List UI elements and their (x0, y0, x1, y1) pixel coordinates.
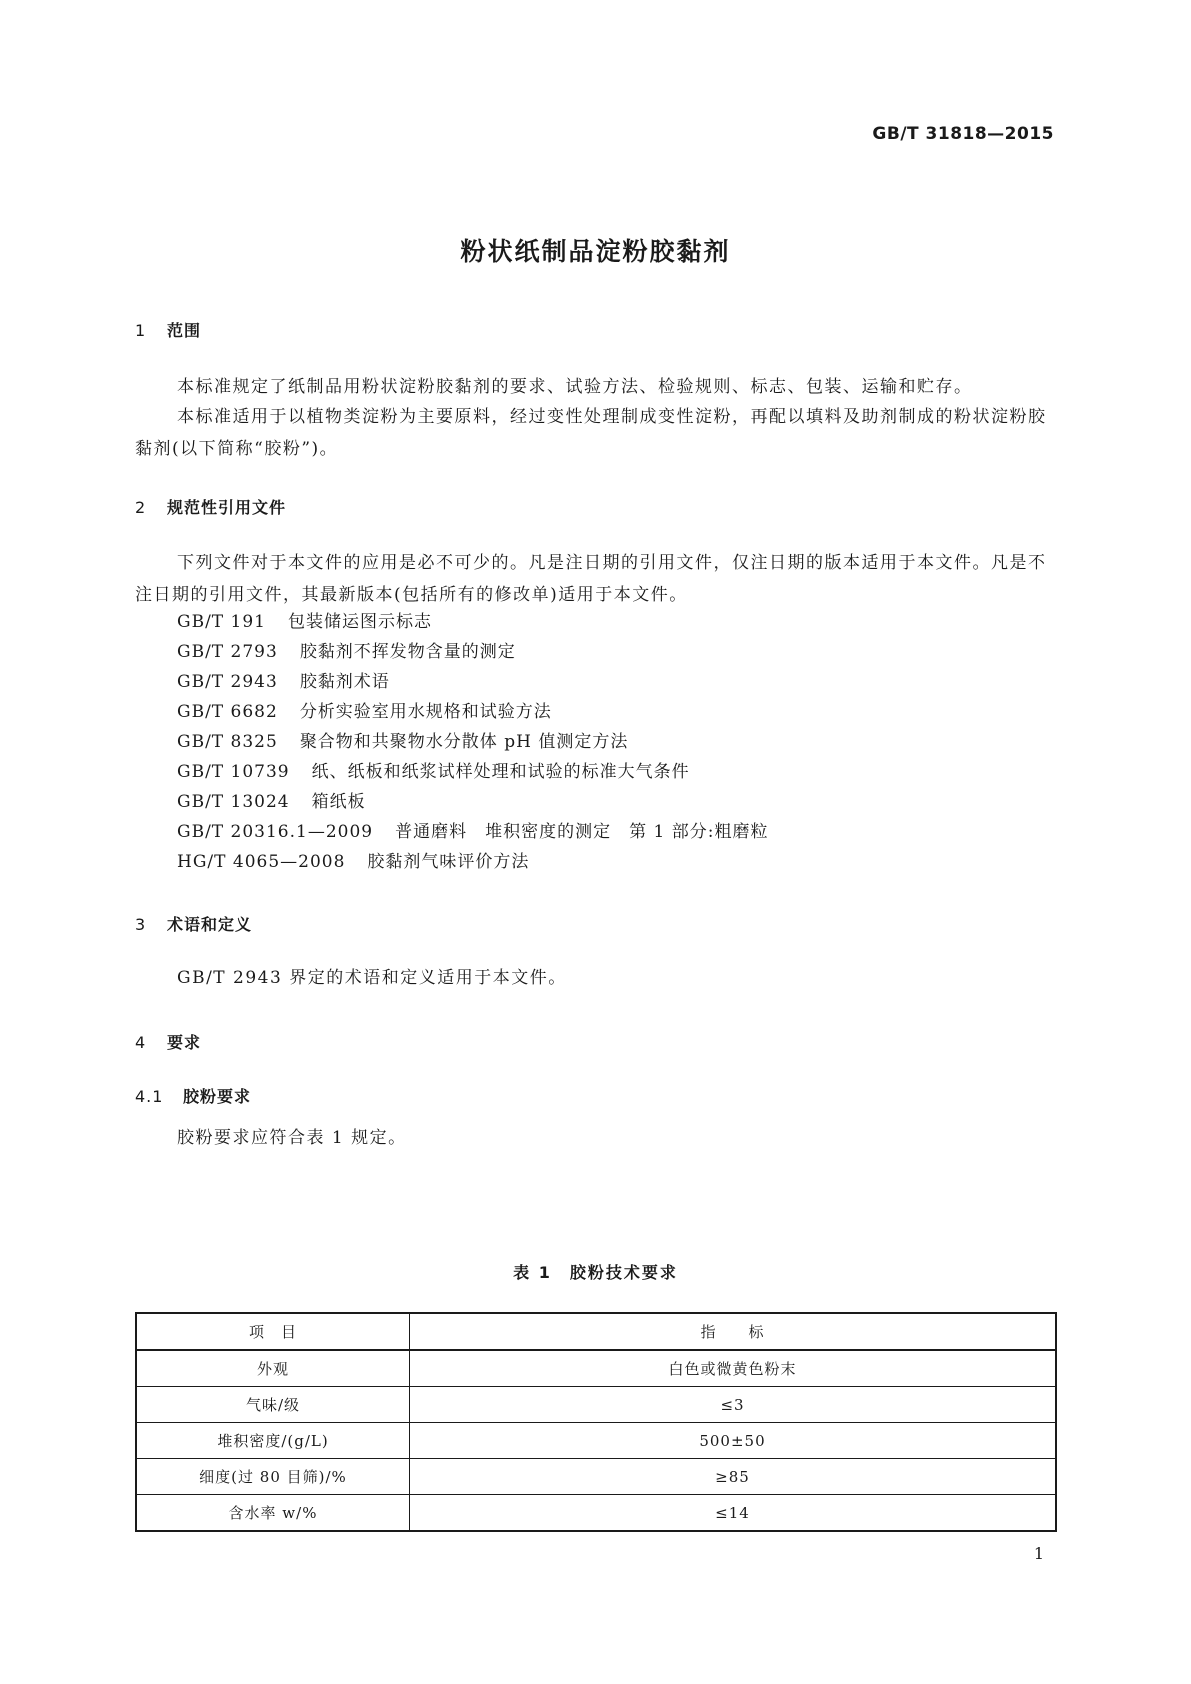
table-cell-item: 堆积密度/(g/L) (136, 1423, 410, 1459)
section-3-number: 3 (135, 915, 147, 934)
table-cell-value: 白色或微黄色粉末 (410, 1350, 1057, 1387)
reference-code: GB/T 10739 (177, 762, 290, 782)
section-4-1-paragraph: 胶粉要求应符合表 1 规定。 (177, 1128, 407, 1148)
reference-code: GB/T 2793 (177, 642, 278, 662)
reference-title: 聚合物和共聚物水分散体 pH 值测定方法 (299, 732, 629, 752)
reference-title: 胶黏剂气味评价方法 (367, 852, 530, 872)
table-cell-item: 细度(过 80 目筛)/% (136, 1459, 410, 1495)
standard-code: GB/T 31818—2015 (872, 124, 1054, 144)
reference-code: GB/T 8325 (177, 732, 278, 752)
reference-title: 胶黏剂不挥发物含量的测定 (299, 642, 516, 662)
section-3-title: 术语和定义 (167, 915, 253, 934)
section-1-number: 1 (135, 321, 147, 340)
reference-item (177, 700, 552, 724)
section-2-heading (135, 495, 286, 518)
section-3-heading (135, 912, 252, 935)
table-cell-item: 外观 (136, 1350, 410, 1387)
reference-item (177, 790, 366, 814)
table-cell-item: 含水率 w/% (136, 1495, 410, 1532)
reference-code: GB/T 6682 (177, 702, 278, 722)
reference-title: 分析实验室用水规格和试验方法 (299, 702, 552, 722)
table-header-row (136, 1313, 1056, 1350)
reference-code: GB/T 191 (177, 612, 266, 632)
section-4-title: 要求 (167, 1033, 202, 1052)
reference-title: 胶黏剂术语 (299, 672, 390, 692)
reference-title: 普通磨料 堆积密度的测定 第 1 部分:粗磨粒 (395, 822, 769, 842)
section-4-heading (135, 1030, 201, 1053)
section-4-1-title: 胶粉要求 (183, 1087, 252, 1106)
section-1-paragraph-2: 本标准适用于以植物类淀粉为主要原料，经过变性处理制成变性淀粉，再配以填料及助剂制成的粉状淀粉胶黏剂(以下简称“胶粉”)。 (135, 407, 1047, 459)
reference-item (177, 760, 690, 784)
section-3-paragraph: GB/T 2943 界定的术语和定义适用于本文件。 (177, 968, 567, 988)
section-2-number: 2 (135, 498, 147, 517)
reference-item (177, 610, 432, 634)
document-title: 粉状纸制品淀粉胶黏剂 (460, 237, 731, 266)
reference-item (177, 670, 390, 694)
reference-item (177, 850, 529, 874)
table-row (136, 1459, 1056, 1495)
column-header-item: 项 目 (136, 1313, 410, 1350)
section-1-paragraph-1: 本标准规定了纸制品用粉状淀粉胶黏剂的要求、试验方法、检验规则、标志、包装、运输和贮存。 (177, 377, 973, 397)
reference-code: GB/T 20316.1—2009 (177, 822, 374, 842)
section-4-number: 4 (135, 1033, 147, 1052)
section-1-title: 范围 (167, 321, 202, 340)
section-2-intro: 下列文件对于本文件的应用是必不可少的。凡是注日期的引用文件，仅注日期的版本适用于本文件。凡是不注日期的引用文件，其最新版本(包括所有的修改单)适用于本文件。 (135, 553, 1047, 605)
table-row (136, 1423, 1056, 1459)
reference-code: HG/T 4065—2008 (177, 852, 346, 872)
spec-table (135, 1312, 1057, 1532)
section-4-1-heading (135, 1084, 251, 1107)
reference-title: 包装储运图示标志 (288, 612, 432, 632)
reference-code: GB/T 13024 (177, 792, 290, 812)
table-cell-item: 气味/级 (136, 1387, 410, 1423)
section-2-title: 规范性引用文件 (167, 498, 287, 517)
table-row (136, 1387, 1056, 1423)
table-cell-value: ≤14 (410, 1495, 1057, 1532)
reference-title: 箱纸板 (311, 792, 366, 812)
table-cell-value: 500±50 (410, 1423, 1057, 1459)
reference-code: GB/T 2943 (177, 672, 278, 692)
section-1-heading (135, 318, 201, 341)
section-4-1-number: 4.1 (135, 1087, 164, 1106)
page-number: 1 (1033, 1544, 1044, 1563)
reference-item (177, 820, 768, 844)
table-row (136, 1350, 1056, 1387)
column-header-value: 指 标 (410, 1313, 1057, 1350)
table-caption: 表 1 胶粉技术要求 (513, 1263, 678, 1282)
table-cell-value: ≥85 (410, 1459, 1057, 1495)
table-cell-value: ≤3 (410, 1387, 1057, 1423)
table-row (136, 1495, 1056, 1532)
reference-title: 纸、纸板和纸浆试样处理和试验的标准大气条件 (311, 762, 690, 782)
reference-item (177, 640, 516, 664)
reference-item (177, 730, 628, 754)
